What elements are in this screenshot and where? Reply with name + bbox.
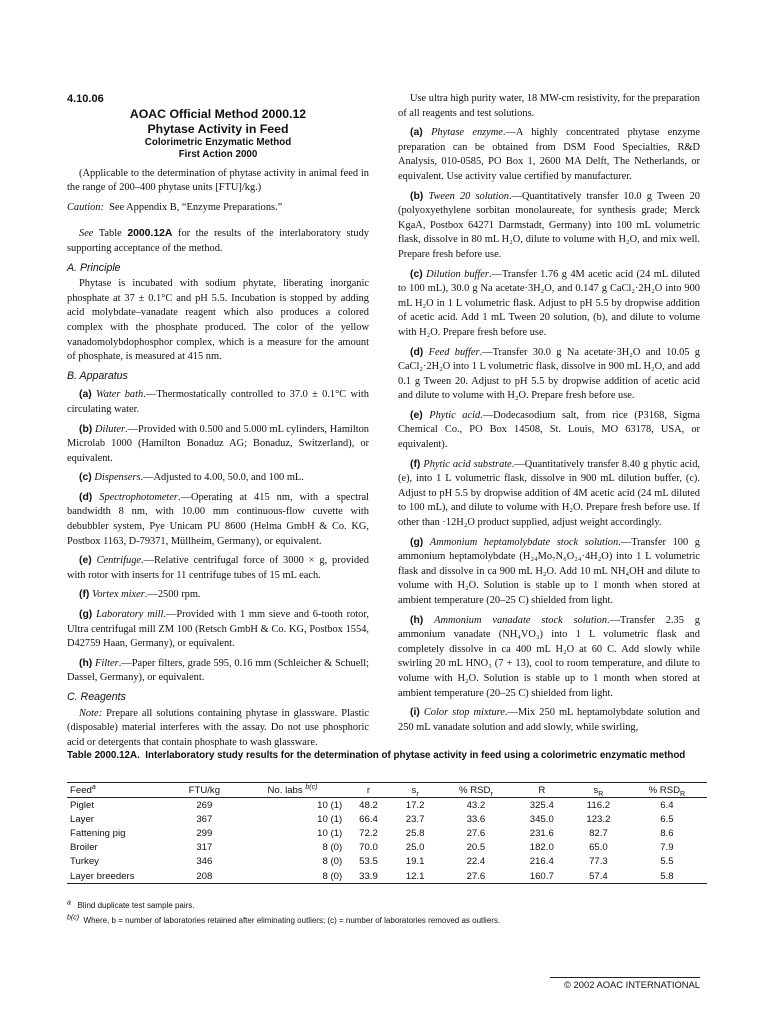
reagent-item-text: A highly concentrated phytase enzyme preparation can be obtained from DSM Food Specialties, R&D Analysis, 010-0585, PO Box 1, 2600 MA Delft, The Netherlands, or equivalent. Use activity value certified by manufacturer.: [398, 127, 700, 182]
apparatus-item-name: Laboratory mill: [96, 609, 164, 621]
reagents-intro: Use ultra high purity water, 18 MW-cm resistivity, for the preparation of all reagents and test solutions.: [398, 93, 700, 119]
apparatus-item-label: (e): [79, 555, 92, 567]
reagent-item-label: (g): [410, 536, 424, 548]
reagent-item-label: (f): [410, 458, 421, 470]
reagent-item-text: Dodecasodium salt, from rice (P3168, Sigma Chemical Co., PO Box 14508, St. Louis, MO 63178, USA, or equivalent).: [398, 409, 700, 451]
reagent-item-label: (a): [410, 127, 423, 139]
principle-text: Phytase is incubated with sodium phytate, liberating inorganic phosphate at 37 ± 0.1°C and pH 5.5. Incubation is stopped by adding acid molybdate–vanadate reagent which also produces a colored complex with the phosphate produced. The color of the yellow vanadomolybdophosphor complex, which is a measure for the amount of phosphate, is measured at 415 nm.: [67, 278, 369, 363]
reagent-item-label: (d): [410, 346, 424, 358]
table-cell: 17.2: [405, 799, 425, 811]
table-caption: Table 2000.12A. Interlaboratory study results for the determination of phytase activity in feed using a colorimetric enzymatic method: [67, 750, 686, 761]
reagent-item-name: Dilution buffer: [426, 268, 489, 280]
method-title: AOAC Official Method 2000.12: [129, 106, 307, 121]
reagents-note: Note: Prepare all solutions containing phytase in glassware. Plastic (disposable) material interferes with the assay. Do not use phosphoric acid or detergents that contain phosphate to wash glassware.: [67, 707, 369, 748]
apparatus-item: (e) Centrifuge.—Relative centrifugal force of 3000 × g, provided with rotor with inserts for 11 centrifuge tubes of 15 mL each.: [67, 555, 369, 581]
reagent-item-label: (h): [410, 614, 424, 626]
reagent-item-label: (i): [410, 707, 420, 719]
reagent-item: (e) Phytic acid.—Dodecasodium salt, from rice (P3168, Sigma Chemical Co., PO Box 14508, St. Louis, MO 63178, USA, or equivalent).: [398, 409, 700, 451]
reagent-item-label: (c): [410, 268, 423, 280]
reagent-item-name: Feed buffer: [428, 346, 480, 358]
apparatus-item-text: Provided with 1 mm sieve and 6-tooth rotor, Ultra centrifugal mill ZM 100 (Retsch GmbH & Co. KG, Postbox 1554, D42759 Haan, Germany), or equivalent.: [67, 609, 369, 650]
table-cell: 19.1: [405, 856, 425, 868]
table-cell: 269: [196, 799, 213, 811]
table-cell: Turkey: [70, 856, 99, 868]
col-header-rsdr: % $RSD_r$: [438, 783, 513, 798]
table-cell: 7.9: [660, 842, 674, 854]
reagent-item: (h) Ammonium vanadate stock solution.—Transfer 2.35 g ammonium vanadate (NH₄VO₃) into 1 L volumetric flask and completely dissolve in ca 400 mL H₂O at 60 C. Add slowly while swirling 20 mL HNO₃ (7 + 13), cool to room temperature, and dilute to volume with H₂O. Solution is stable up to 1 month when stored at ambient temperature (20–25 C) shielded from light.: [398, 614, 700, 699]
reagent-item-name: Tween 20 solution: [428, 190, 509, 202]
table-cell: 25.0: [405, 842, 425, 854]
section-apparatus-heading: B. Apparatus: [67, 369, 128, 382]
table-cell: 6.5: [660, 813, 674, 825]
table-cell: 27.6: [466, 827, 486, 839]
table-cell: 208: [169, 869, 240, 884]
table-cell: 325.4: [529, 799, 554, 811]
footnote-b: $^{b(c)}$ Where, b = number of laboratories retained after eliminating outliers; (c) = number of laboratories removed as outliers.: [67, 914, 501, 925]
table-cell: 299: [196, 827, 213, 839]
table-cell: 216.4: [529, 856, 554, 868]
apparatus-item-name: Water bath: [96, 389, 144, 401]
apparatus-item-text: Relative centrifugal force of 3000 × g, provided with rotor with inserts for 11 centrifuge tubes of 15 mL each.: [67, 555, 369, 581]
table-cell: 8 (0): [240, 869, 346, 884]
table-cell: 33.6: [466, 813, 486, 825]
method-description: Colorimetric Enzymatic Method: [144, 136, 292, 148]
col-header-feed: Feed$^a$: [67, 783, 169, 798]
table-cell: 65.0: [589, 842, 608, 854]
reagent-item-name: Ammonium heptamolybdate stock solution: [429, 536, 619, 548]
col-header-labs: No. labs $^{b(c)}$: [240, 783, 346, 798]
apparatus-item-name: Filter: [95, 657, 119, 669]
col-header-sR: $s_R$: [570, 783, 627, 798]
reagent-item-text: Quantitatively transfer 8.40 g phytic acid, (e), into 1 L volumetric flask, dissolve in 900 mL dilution buffer, (c). Adjust to pH 5.5 by dropwise addition of 4M acetic acid (24 mL diluted to 100 mL), and dilute to volume with H₂O. Prepare fresh before use. If other than ·12H₂O product supplied, adjust weight accordingly.: [398, 458, 700, 529]
apparatus-item-label: (h): [79, 657, 93, 669]
table-cell: 160.7: [513, 869, 570, 884]
reagent-item-name: Color stop mixture: [423, 707, 505, 719]
reagent-item-name: Phytic acid substrate: [423, 458, 512, 470]
apparatus-item-text: Operating at 415 nm, with a spectral bandwidth 8 nm, with 10.00 mm continuous-flow cuvette with debubbler system, Pye Unicam PU 8600 (Helma GmbH & Co. KG, Postbox 1163, D-79371, Müllheim, Germany), or equivalent.: [67, 491, 369, 547]
apparatus-item: (f) Vortex mixer.—2500 rpm.: [79, 589, 201, 601]
section-number: 4.10.06: [67, 93, 104, 105]
reagent-item-text: Transfer 1.76 g 4M acetic acid (24 mL diluted to 100 mL), 30.0 g Na acetate·3H₂O, and 0.147 g CaCl₂·2H₂O into 900 mL H₂O in 1 L volumetric flask. Adjust to pH 5.5 by dropwise addition of acetic acid. Add 1 mL Tween 20 solution, (b), and dilute to volume with H₂O. Prepare fresh before use.: [398, 268, 700, 338]
interlaboratory-results-table: [67, 782, 707, 884]
table-cell: 5.5: [660, 856, 674, 868]
reagent-item: (c) Dilution buffer.—Transfer 1.76 g 4M acetic acid (24 mL diluted to 100 mL), 30.0 g Na acetate·3H₂O, and 0.147 g CaCl₂·2H₂O into 900 mL H₂O in 1 L volumetric flask. Adjust to pH 5.5 by dropwise addition of acetic acid. Add 1 mL Tween 20 solution, (b), and dilute to volume with H₂O. Prepare fresh before use.: [398, 268, 700, 338]
table-cell: 10 (1): [317, 827, 343, 839]
table-cell: 20.5: [466, 842, 486, 854]
applicability-text: (Applicable to the determination of phytase activity in animal feed in the range of 200–400 phytase units [FTU]/kg.): [67, 167, 369, 194]
apparatus-item-label: (d): [79, 491, 93, 503]
table-cell: 33.9: [345, 869, 392, 884]
table-row: [67, 826, 707, 840]
reagent-item: (b) Tween 20 solution.—Quantitatively transfer 10.0 g Tween 20 (polyoxyethylene sorbitan monolaureate, for synthesis grade; Merck KgaA, Postbox 64271 Darmstadt, Germany) into 100 mL volumetric flask, dissolve in 80 mL H₂O, dilute to volume with H₂O, and mix well. Prepare fresh before use.: [398, 190, 700, 260]
table-row: [67, 869, 707, 884]
table-cell: 72.2: [359, 827, 378, 839]
table-cell: 123.2: [586, 813, 611, 825]
table-cell: 25.8: [405, 827, 425, 839]
right-column: [398, 92, 700, 735]
reagent-item-text: Quantitatively transfer 10.0 g Tween 20 (polyoxyethylene sorbitan monolaureate, for synthesis grade; Merck KgaA, Postbox 64271 Darmstadt, Germany) into 100 mL volumetric flask, dissolve in 80 mL H₂O, dilute to volume with H₂O, and mix well. Prepare fresh before use.: [398, 190, 700, 260]
apparatus-item-name: Spectrophotometer: [99, 491, 178, 503]
reagent-item-label: (b): [410, 190, 424, 202]
table-cell: Broiler: [70, 842, 98, 854]
apparatus-item-label: (f): [79, 589, 90, 601]
table-cell: 317: [196, 842, 213, 854]
col-header-r: r: [345, 783, 392, 798]
action-status: First Action 2000: [178, 149, 258, 161]
table-cell: 12.1: [392, 869, 439, 884]
table-cell: 345.0: [529, 813, 554, 825]
reagent-item-text: Transfer 100 g ammonium heptamolybdate (H₂₄Mo₇N₆O₂₄·4H₂O) into 1 L volumetric flask and dissolve in ca 900 mL H₂O. Add 10 mL NH₄OH and dilute to volume with H₂O. Solution is stable up to 1 month when stored at ambient temperature (20–25 C) shielded from light.: [398, 536, 700, 606]
col-header-R: R: [513, 783, 570, 798]
apparatus-item-label: (g): [79, 609, 93, 621]
table-cell: 57.4: [570, 869, 627, 884]
table-body: [67, 798, 707, 884]
reagent-item-name: Phytase enzyme: [431, 127, 503, 139]
table-row: [67, 798, 707, 813]
apparatus-item-label: (c): [79, 472, 92, 484]
apparatus-item-name: Vortex mixer: [92, 589, 145, 601]
table-cell: 23.7: [405, 813, 425, 825]
table-cell: 66.4: [359, 813, 378, 825]
apparatus-item-text: Provided with 0.500 and 5.000 mL cylinders, Hamilton Microlab 1000 (Hamilton Bonaduz AG; Bonaduz, Switzerland), or equivalent.: [67, 423, 369, 464]
table-cell: 5.8: [627, 869, 707, 884]
table-cell: 231.6: [529, 827, 554, 839]
apparatus-item: (c) Dispensers.—Adjusted to 4.00, 50.0, and 100 mL.: [79, 472, 304, 484]
col-header-ftu: FTU/kg: [169, 783, 240, 798]
reagent-item-text: Transfer 2.35 g ammonium vanadate (NH₄VO₃) into 1 L volumetric flask and completely dissolve in ca 400 mL H₂O at 60 C. Add slowly while swirling 20 mL HNO₃ (7 + 13), cool to room temperature, and dilute to volume with H₂O. Solution is stable up to 1 month when stored at ambient temperature (20–25 C) shielded from light.: [398, 614, 700, 699]
apparatus-item: (a) Water bath.—Thermostatically controlled to 37.0 ± 0.1°C with circulating water.: [67, 389, 369, 415]
table-cell: 82.7: [589, 827, 608, 839]
apparatus-item-text: Thermostatically controlled to 37.0 ± 0.1°C with circulating water.: [67, 389, 369, 415]
table-cell: 182.0: [529, 842, 554, 854]
col-header-sr: $s_r$: [392, 783, 439, 798]
table-cell: 53.5: [359, 856, 378, 868]
see-table-note: See Table 2000.12A for the results of the interlaboratory study supporting acceptance of the method.: [67, 228, 370, 254]
col-header-rsdR: % $RSD_R$: [627, 783, 707, 798]
table-cell: Piglet: [70, 799, 94, 811]
apparatus-item-label: (a): [79, 389, 92, 401]
apparatus-item: (b) Diluter.—Provided with 0.500 and 5.000 mL cylinders, Hamilton Microlab 1000 (Hamilton Bonaduz AG; Bonaduz, Switzerland), or equivalent.: [67, 423, 369, 464]
table-row: [67, 812, 707, 826]
reagent-item: (d) Feed buffer.—Transfer 30.0 g Na acetate·3H₂O and 10.05 g CaCl₂·2H₂O into 1 L volumetric flask, dissolve in 900 mL H₂O, and add 0.1 g Tween 20. Adjust to pH 5.5 by dropwise addition of acetic acid and dilute to volume with H₂O. Prepare fresh before use.: [398, 346, 701, 402]
table-cell: Layer breeders: [67, 869, 169, 884]
section-reagents-heading: C. Reagents: [67, 691, 126, 703]
table-cell: 10 (1): [317, 799, 343, 811]
section-principle-heading: A. Principle: [67, 261, 121, 274]
table-cell: Fattening pig: [70, 827, 126, 839]
table-cell: 43.2: [466, 799, 486, 811]
table-row: [67, 841, 707, 855]
table-header-row: [67, 783, 707, 798]
table-cell: 8.6: [660, 827, 674, 839]
table-cell: 8 (0): [322, 856, 343, 868]
reagent-item-text: Mix 250 mL heptamolybdate solution and 250 mL vanadate solution and add slowly, while swirling,: [398, 707, 700, 733]
reagent-item-name: Phytic acid: [429, 409, 481, 421]
copyright-footer: © 2002 AOAC INTERNATIONAL: [550, 977, 700, 990]
left-column: [67, 92, 369, 750]
caution-note: Caution: See Appendix B, “Enzyme Preparations.”: [67, 201, 283, 213]
apparatus-item: (g) Laboratory mill.—Provided with 1 mm sieve and 6-tooth rotor, Ultra centrifugal mill ZM 100 (Retsch GmbH & Co. KG, Postbox 1554, D42759 Haan, Germany), or equivalent.: [67, 609, 369, 650]
apparatus-list: [67, 388, 369, 686]
apparatus-item-name: Diluter: [95, 423, 126, 435]
table-cell: 77.3: [589, 856, 608, 868]
apparatus-item-name: Centrifuge: [96, 555, 142, 567]
table-cell: 10 (1): [317, 813, 343, 825]
apparatus-item-text: Paper filters, grade 595, 0.16 mm (Schleicher & Schuell; Dassel, Germany), or equivalent.: [67, 657, 369, 684]
table-cell: 367: [196, 813, 213, 825]
apparatus-item-label: (b): [79, 423, 93, 435]
footnote-a: $^a$ Blind duplicate test sample pairs.: [67, 899, 195, 910]
reagent-item-text: Transfer 30.0 g Na acetate·3H₂O and 10.05 g CaCl₂·2H₂O into 1 L volumetric flask, dissolve in 900 mL H₂O, and add 0.1 g Tween 20. Adjust to pH 5.5 by dropwise addition of acetic acid and dilute to volume with H₂O. Prepare fresh before use.: [398, 346, 701, 402]
reagent-item-name: Ammonium vanadate stock solution: [434, 614, 608, 626]
table-cell: Layer: [70, 813, 94, 825]
table-cell: 70.0: [359, 842, 378, 854]
reagent-item: (i) Color stop mixture.—Mix 250 mL heptamolybdate solution and 250 mL vanadate solution and add slowly, while swirling,: [398, 707, 700, 733]
reagent-item: (f) Phytic acid substrate.—Quantitatively transfer 8.40 g phytic acid, (e), into 1 L volumetric flask, dissolve in 900 mL dilution buffer, (c). Adjust to pH 5.5 by dropwise addition of 4M acetic acid (24 mL diluted to 100 mL), and dilute to volume with H₂O. Prepare fresh before use. If other than ·12H₂O product supplied, adjust weight accordingly.: [398, 458, 700, 529]
reagent-item: (g) Ammonium heptamolybdate stock solution.—Transfer 100 g ammonium heptamolybdate (H₂₄Mo₇N₆O₂₄·4H₂O) into 1 L volumetric flask and dissolve in ca 900 mL H₂O. Add 10 mL NH₄OH and dilute to volume with H₂O. Solution is stable up to 1 month when stored at ambient temperature (20–25 C) shielded from light.: [398, 536, 700, 606]
table-cell: 8 (0): [322, 842, 343, 854]
apparatus-item: (d) Spectrophotometer.—Operating at 415 nm, with a spectral bandwidth 8 nm, with 10.00 mm continuous-flow cuvette with debubbler system, Pye Unicam PU 8600 (Helma GmbH & Co. KG, Postbox 1163, D-79371, Müllheim, Germany), or equivalent.: [67, 491, 369, 547]
table-row: [67, 855, 707, 869]
reagent-item: (a) Phytase enzyme.—A highly concentrated phytase enzyme preparation can be obtained from DSM Food Specialties, R&D Analysis, 010-0585, PO Box 1, 2600 MA Delft, The Netherlands, or equivalent. Use activity value certified by manufacturer.: [398, 127, 700, 182]
table-cell: 116.2: [586, 799, 611, 811]
table-cell: 346: [196, 856, 213, 868]
table-cell: 27.6: [438, 869, 513, 884]
reagent-list: [398, 126, 700, 735]
apparatus-item-text: 2500 rpm.: [157, 589, 201, 601]
apparatus-item-text: Adjusted to 4.00, 50.0, and 100 mL.: [153, 472, 304, 484]
apparatus-item: (h) Filter.—Paper filters, grade 595, 0.16 mm (Schleicher & Schuell; Dassel, Germany), or equivalent.: [67, 657, 369, 684]
method-subtitle: Phytase Activity in Feed: [147, 121, 289, 136]
reagent-item-label: (e): [410, 409, 423, 421]
table-cell: 22.4: [466, 856, 486, 868]
table-cell: 48.2: [359, 799, 378, 811]
table-cell: 6.4: [660, 799, 674, 811]
apparatus-item-name: Dispensers: [94, 472, 141, 484]
